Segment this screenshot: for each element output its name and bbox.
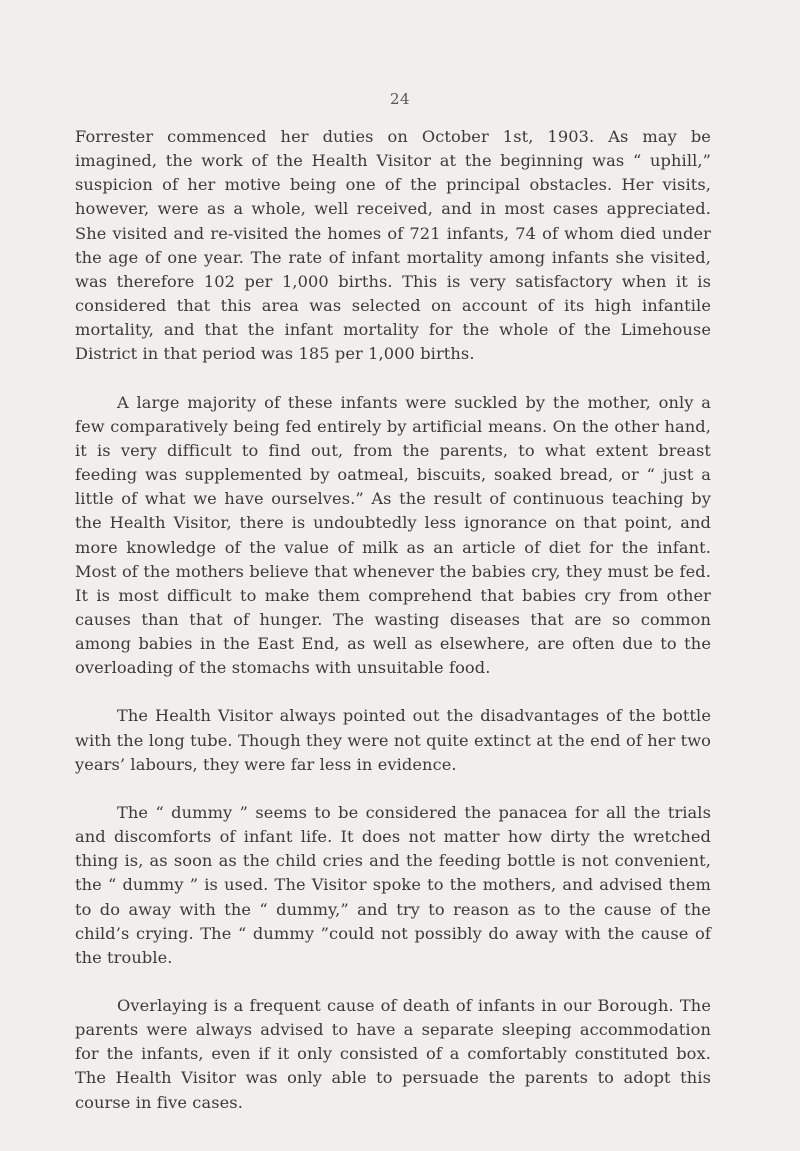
paragraph-5: Overlaying is a frequent cause of death of infants in our Borough. The parents were always advised to have a separate sleeping accommodation for the infants, even if it only consisted of a comfortably constituted box. The Health Visitor was only able to persuade the parents to adopt this course in five cases. — [75, 996, 711, 1112]
paragraph-1: Forrester commenced her duties on October 1st, 1903. As may be imagined, the work of the Health Visitor at the beginning was “ uphill,” suspicion of her motive being one of the principal obstacles. Her visits, however, were as a whole, well received, and in most cases appreciated. She visited and re-visited the homes of 721 infants, 74 of whom died under the age of one year. The rate of infant mortality among infants she visited, was therefore 102 per 1,000 births. This is very satisfactory when it is considered that this area was selected on account of its high infantile mortality, and that the infant mortality for the whole of the Limehouse District in that period was 185 per 1,000 births. — [75, 127, 711, 364]
body-text — [75, 125, 711, 1139]
paragraph-2: A large majority of these infants were suckled by the mother, only a few comparatively being fed entirely by artificial means. On the other hand, it is very difficult to find out, from the parents, to what extent breast feeding was supplemented by oatmeal, biscuits, soaked bread, or “ just a little of what we have ourselves.” As the result of continuous teaching by the Health Visitor, there is undoubtedly less ignorance on that point, and more knowledge of the value of milk as an article of diet for the infant. Most of the mothers believe that whenever the babies cry, they must be fed. It is most difficult to make them comprehend that babies cry from other causes than that of hunger. The wasting diseases that are so common among babies in the East End, as well as elsewhere, are often due to the overloading of the stomachs with unsuitable food. — [75, 392, 711, 678]
page-number: 24 — [389, 90, 411, 108]
paragraph-3: The Health Visitor always pointed out the disadvantages of the bottle with the long tube. Though they were not quite extinct at the end of her two years’ labours, they were far less in evidence. — [75, 706, 711, 774]
paragraph-4: The “ dummy ” seems to be considered the panacea for all the trials and discomforts of infant life. It does not matter how dirty the wretched thing is, as soon as the child cries and the feeding bottle is not convenient, the “ dummy ” is used. The Visitor spoke to the mothers, and advised them to do away with the “ dummy,” and try to reason as to the cause of the child’s crying. The “ dummy ”could not possibly do away with the cause of the trouble. — [75, 802, 711, 967]
